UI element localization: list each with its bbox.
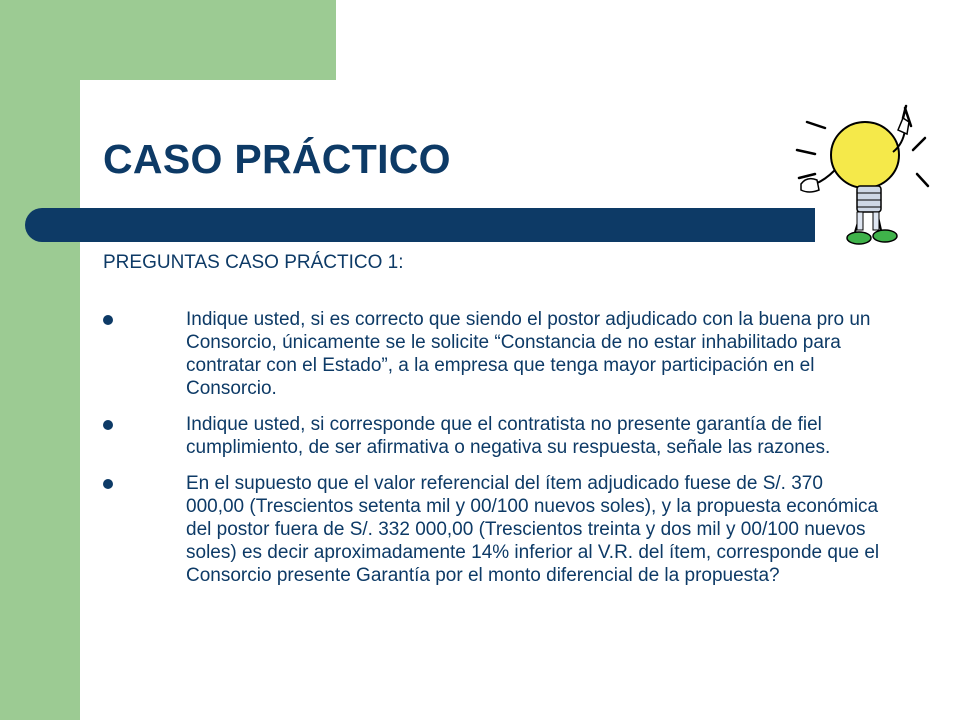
questions-list <box>100 308 880 600</box>
lightbulb-character-icon <box>785 100 935 250</box>
question-text: Indique usted, si es correcto que siendo el postor adjudicado con la buena pro un Consorcio, únicamente se le solicite “Constancia de no estar inhabilitado para contratar con el Estado”, a la empresa que tenga mayor participación en el Consorcio. <box>186 309 871 399</box>
list-item <box>100 308 880 400</box>
list-item <box>100 413 880 459</box>
bullet-icon <box>103 479 113 489</box>
list-item <box>100 472 880 587</box>
slide-title: CASO PRÁCTICO <box>103 136 451 182</box>
question-text: En el supuesto que el valor referencial del ítem adjudicado fuese de S/. 370 000,00 (Trescientos setenta mil y 00/100 nuevos soles), y la propuesta económica del postor fuera de S/. 332 000,00 (Trescientos treinta y dos mil y 00/100 nuevos soles) es decir aproximadamente 14% inferior al V.R. del ítem, corresponde que el Consorcio presente Garantía por el monto diferencial de la propuesta? <box>186 473 880 586</box>
bullet-icon <box>103 420 113 430</box>
question-text: Indique usted, si corresponde que el contratista no presente garantía de fiel cumplimiento, de ser afirmativa o negativa su respuesta, señale las razones. <box>186 414 831 458</box>
decorative-green-strip <box>0 0 80 720</box>
title-underline-bar <box>25 208 815 242</box>
decorative-green-top <box>80 0 336 80</box>
bullet-icon <box>103 315 113 325</box>
questions-heading: PREGUNTAS CASO PRÁCTICO 1: <box>103 252 404 273</box>
